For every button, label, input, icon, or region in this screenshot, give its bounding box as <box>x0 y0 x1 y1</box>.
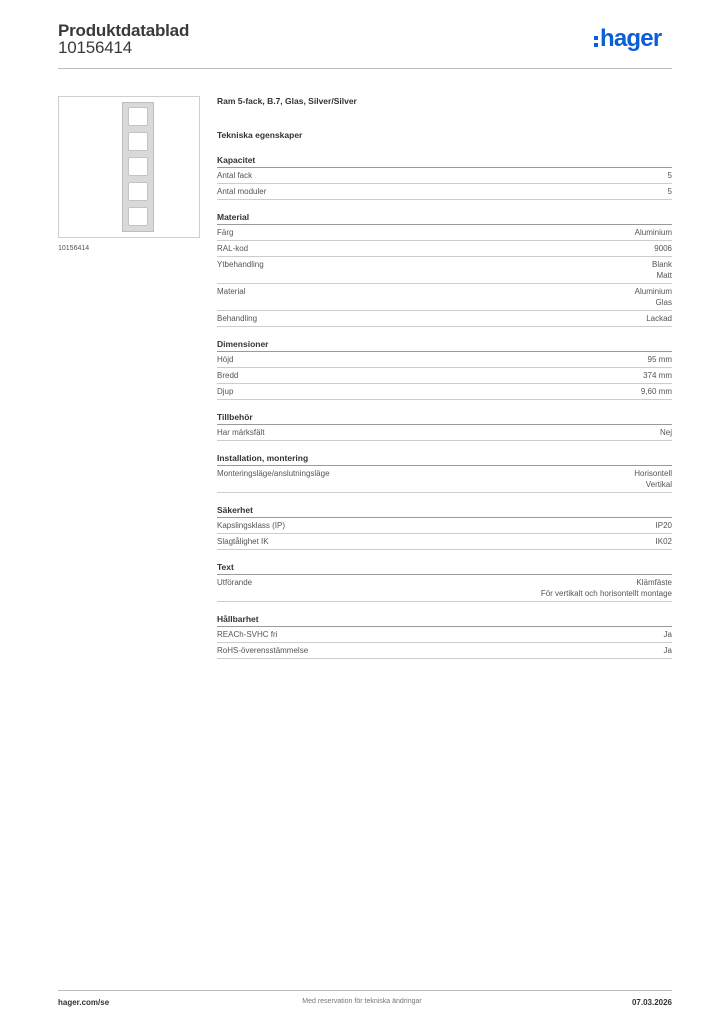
spec-label: Utförande <box>217 578 253 587</box>
spec-row <box>217 627 672 643</box>
spec-row <box>217 257 672 284</box>
spec-heading: Tekniska egenskaper <box>217 130 303 140</box>
spec-values <box>668 170 672 181</box>
spec-value: 9006 <box>654 244 672 253</box>
spec-row <box>217 225 672 241</box>
spec-value: Lackad <box>646 314 672 323</box>
spec-section <box>217 212 672 327</box>
spec-content <box>217 96 672 659</box>
section-title: Kapacitet <box>217 155 672 168</box>
spec-value: 5 <box>667 187 672 196</box>
section-title: Material <box>217 212 672 225</box>
spec-row <box>217 168 672 184</box>
spec-label: Antal moduler <box>217 187 267 196</box>
spec-value: Glas <box>655 298 672 307</box>
spec-row <box>217 368 672 384</box>
spec-row <box>217 466 672 493</box>
spec-row <box>217 241 672 257</box>
spec-value: Aluminium <box>634 287 672 296</box>
logo-dots-icon <box>594 36 598 47</box>
spec-label: Har märksfält <box>217 428 265 437</box>
spec-values <box>643 370 672 381</box>
spec-row <box>217 352 672 368</box>
spec-sections <box>217 155 672 659</box>
spec-section <box>217 412 672 441</box>
spec-label: Antal fack <box>217 171 253 180</box>
spec-label: Färg <box>217 228 234 237</box>
spec-value: Vertikal <box>645 480 672 489</box>
spec-row <box>217 384 672 400</box>
product-image <box>58 96 200 238</box>
product-number: 10156414 <box>58 38 133 57</box>
spec-value: Ja <box>663 646 672 655</box>
spec-values <box>646 313 672 324</box>
spec-label: RoHS-överensstämmelse <box>217 646 309 655</box>
spec-label: Ytbehandling <box>217 260 264 269</box>
spec-values <box>656 536 672 547</box>
spec-value: Blank <box>651 260 672 269</box>
spec-label: Behandling <box>217 314 258 323</box>
spec-row <box>217 643 672 659</box>
spec-row <box>217 425 672 441</box>
spec-values <box>664 645 672 656</box>
spec-value: Klämfäste <box>636 578 672 587</box>
spec-values <box>648 354 672 365</box>
spec-value: För vertikalt och horisontellt montage <box>540 589 672 598</box>
section-title: Hållbarhet <box>217 614 672 627</box>
spec-values <box>660 427 672 438</box>
hager-logo <box>594 26 661 52</box>
spec-section <box>217 453 672 493</box>
spec-row <box>217 575 672 602</box>
spec-row <box>217 284 672 311</box>
spec-section <box>217 562 672 602</box>
spec-values <box>664 629 672 640</box>
spec-value: IP20 <box>655 521 672 530</box>
spec-value: Aluminium <box>634 228 672 237</box>
spec-values <box>668 186 672 197</box>
footer-disclaimer: Med reservation för tekniska ändringar <box>302 998 422 1005</box>
spec-row <box>217 518 672 534</box>
spec-values <box>652 259 672 281</box>
spec-value: IK02 <box>655 537 672 546</box>
frame-slot <box>128 182 148 201</box>
spec-label: REACh-SVHC fri <box>217 630 278 639</box>
image-caption: 10156414 <box>58 245 90 252</box>
spec-values <box>635 227 672 238</box>
spec-section <box>217 614 672 659</box>
spec-label: Bredd <box>217 371 239 380</box>
frame-slot <box>128 132 148 151</box>
header-divider <box>58 68 672 69</box>
document-title: Produktdatablad <box>58 21 190 40</box>
spec-value: Horisontell <box>634 469 672 478</box>
spec-row <box>217 184 672 200</box>
section-title: Installation, montering <box>217 453 672 466</box>
spec-section <box>217 155 672 200</box>
spec-values <box>635 286 672 308</box>
spec-label: Höjd <box>217 355 234 364</box>
spec-section <box>217 505 672 550</box>
spec-value: 95 mm <box>647 355 672 364</box>
footer-website: hager.com/se <box>58 998 110 1007</box>
spec-value: 5 <box>667 171 672 180</box>
section-title: Säkerhet <box>217 505 672 518</box>
section-title: Tillbehör <box>217 412 672 425</box>
spec-label: Monteringsläge/anslutningsläge <box>217 469 330 478</box>
spec-values <box>654 243 672 254</box>
frame-slot <box>128 107 148 126</box>
spec-label: RAL-kod <box>217 244 249 253</box>
frame-5-gang-icon <box>122 102 154 232</box>
logo-text: hager <box>600 25 662 52</box>
spec-values <box>541 577 672 599</box>
spec-section <box>217 339 672 400</box>
spec-label: Kapslingsklass (IP) <box>217 521 286 530</box>
section-title: Text <box>217 562 672 575</box>
spec-label: Material <box>217 287 246 296</box>
spec-label: Djup <box>217 387 234 396</box>
spec-value: 374 mm <box>643 371 672 380</box>
spec-values <box>634 468 672 490</box>
frame-slot <box>128 207 148 226</box>
spec-value: 9,60 mm <box>640 387 672 396</box>
footer-divider <box>58 990 672 991</box>
spec-row <box>217 534 672 550</box>
spec-values <box>656 520 672 531</box>
spec-value: Ja <box>663 630 672 639</box>
spec-value: Nej <box>659 428 672 437</box>
spec-values <box>641 386 672 397</box>
frame-slot <box>128 157 148 176</box>
footer-date: 07.03.2026 <box>631 998 672 1007</box>
spec-value: Matt <box>656 271 672 280</box>
section-title: Dimensioner <box>217 339 672 352</box>
product-name: Ram 5-fack, B.7, Glas, Silver/Silver <box>217 96 357 106</box>
spec-row <box>217 311 672 327</box>
spec-label: Slagtålighet IK <box>217 537 269 546</box>
